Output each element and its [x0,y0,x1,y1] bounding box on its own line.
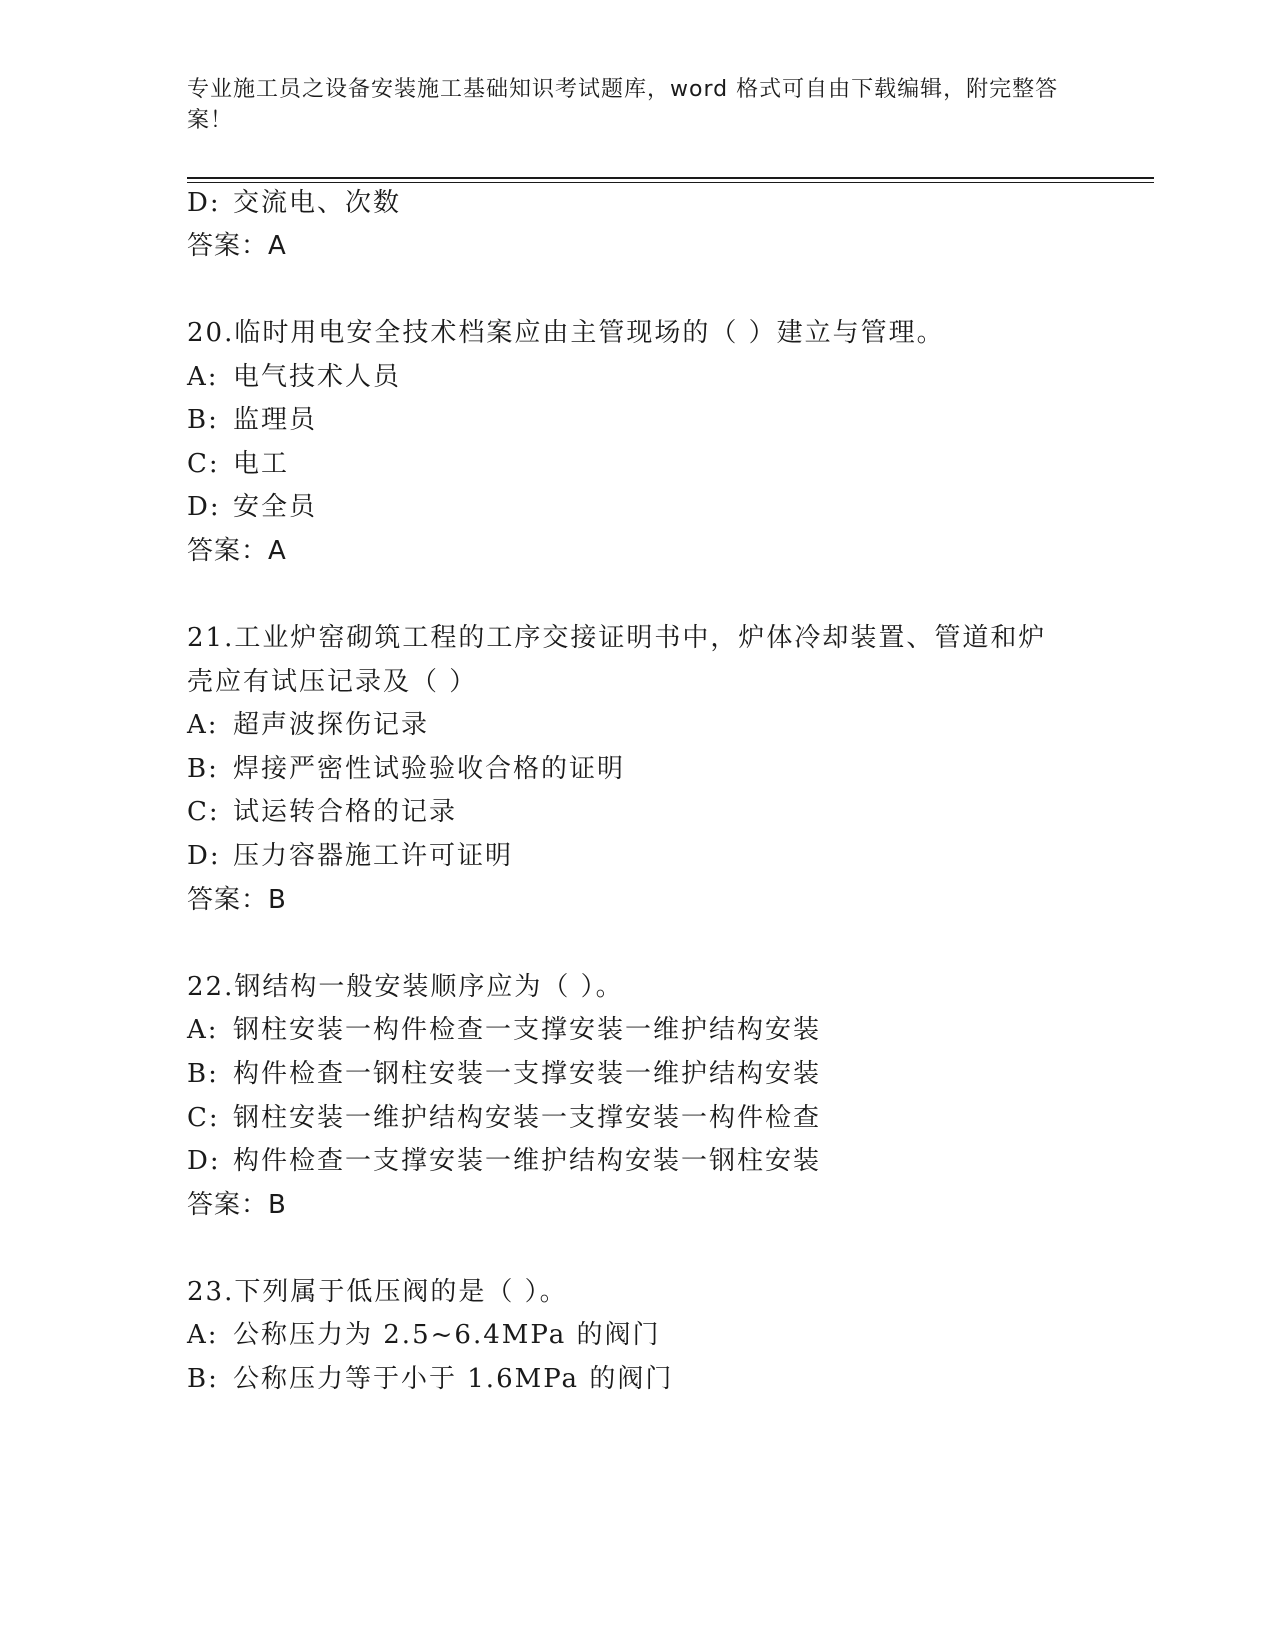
question-22-option-b [187,1057,821,1091]
option-text: 公称压力等于小于 1.6MPa 的阀门 [233,1364,674,1394]
question-21-stem-line1: 21.工业炉窑砌筑工程的工序交接证明书中，炉体冷却装置、管道和炉 [187,623,1047,653]
question-20-option-b [187,403,317,437]
option-text: 试运转合格的记录 [233,797,458,827]
option-text: 监理员 [233,405,318,435]
option-text: 构件检查一支撑安装一维护结构安装一钢柱安装 [233,1146,822,1176]
option-text: 构件检查一钢柱安装一支撑安装一维护结构安装 [233,1059,822,1089]
option-text: 电气技术人员 [233,362,402,392]
question-21-answer: 答案：B [187,885,287,915]
question-21-stem-line2: 壳应有试压记录及（ ） [187,667,478,697]
question-23-stem: 23.下列属于低压阀的是（ ）。 [187,1277,568,1307]
option-label: A: [187,710,219,740]
question-23-option-a [187,1318,660,1352]
question-20-option-c [187,447,289,481]
option-label: D: [187,1146,221,1176]
option-text: 交流电、次数 [233,188,402,218]
question-23-option-b [187,1362,673,1396]
option-text: 压力容器施工许可证明 [233,841,514,871]
option-text: 超声波探伤记录 [233,710,430,740]
option-label: B: [187,1364,219,1394]
question-22-option-a [187,1013,821,1047]
document-header: 专业施工员之设备安装施工基础知识考试题库，word 格式可自由下载编辑，附完整答案！ [187,77,1059,133]
option-label: B: [187,1059,219,1089]
option-label: D: [187,188,221,218]
option-text: 安全员 [233,492,318,522]
header-divider [187,177,1154,179]
option-text: 钢柱安装一维护结构安装一支撑安装一构件检查 [233,1103,822,1133]
option-text: 电工 [233,449,290,479]
option-label: B: [187,754,219,784]
question-22-stem: 22.钢结构一般安装顺序应为（ ）。 [187,972,624,1002]
option-label: A: [187,1320,219,1350]
option-label: C: [187,449,220,479]
question-21-option-a [187,708,429,742]
answer-prev: 答案：A [187,231,287,261]
question-21-option-b [187,752,625,786]
question-20-option-a [187,360,401,394]
header-divider-thin [187,182,1154,183]
question-20-stem: 20.临时用电安全技术档案应由主管现场的（ ）建立与管理。 [187,318,945,348]
question-20-option-d [187,490,317,524]
option-label: A: [187,362,219,392]
option-label: B: [187,405,219,435]
option-label: D: [187,492,221,522]
question-22-option-d [187,1144,821,1178]
question-22-option-c [187,1101,821,1135]
option-label: C: [187,1103,220,1133]
question-21-option-c [187,795,457,829]
option-label: C: [187,797,220,827]
option-label: A: [187,1015,219,1045]
option-text: 钢柱安装一构件检查一支撑安装一维护结构安装 [233,1015,822,1045]
option-text: 公称压力为 2.5~6.4MPa 的阀门 [233,1320,661,1350]
option-d-prev [187,186,401,220]
question-21-option-d [187,839,513,873]
question-22-answer: 答案：B [187,1190,287,1220]
option-label: D: [187,841,221,871]
question-20-answer: 答案：A [187,536,287,566]
option-text: 焊接严密性试验验收合格的证明 [233,754,626,784]
